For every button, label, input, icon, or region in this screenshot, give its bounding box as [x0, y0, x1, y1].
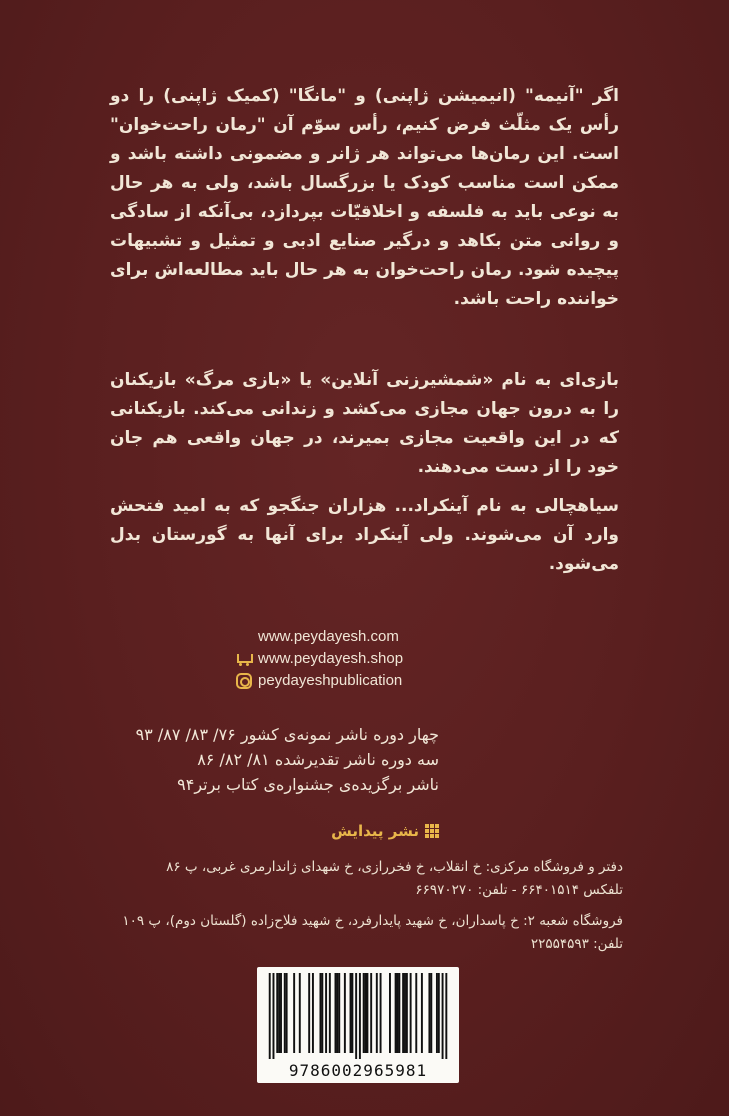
- main-office-address: [166, 856, 623, 902]
- barcode-bar: [445, 973, 447, 1059]
- award-line-3: ناشر برگزیده‌ی جشنواره‌ی کتاب برتر۹۴: [177, 775, 439, 794]
- barcode-bar: [278, 973, 280, 1053]
- branch-line: فروشگاه شعبه ۲: خ پاسداران، خ شهید پایدارفرد، خ شهید فلاح‌زاده (گلستان دوم)، پ ۱۰۹: [122, 913, 623, 929]
- barcode-bar: [299, 973, 301, 1053]
- shop-link-row: [236, 648, 403, 670]
- barcode-number: 9786002965981: [288, 1061, 428, 1080]
- publisher-name: نشر پیدایش: [331, 822, 419, 840]
- barcode-bar: [370, 973, 372, 1053]
- barcode-bar: [442, 973, 444, 1059]
- barcode-bar: [404, 973, 406, 1053]
- barcode-bar: [363, 973, 365, 1053]
- barcode-bar: [284, 973, 286, 1053]
- barcode-bar: [365, 973, 367, 1053]
- barcode-bar: [286, 973, 288, 1053]
- publisher-links: [236, 626, 403, 692]
- synopsis-paragraph-3: سیاهچالی به نام آینکراد... هزاران جنگجو که به امید فتحش وارد آن می‌شوند. ولی آینکراد برای آنها به گورستان بدل می‌شود.: [110, 496, 619, 574]
- barcode-bar: [280, 973, 282, 1053]
- barcode-bar: [350, 973, 352, 1053]
- instagram-link-row: [236, 670, 403, 692]
- barcode-bar: [312, 973, 314, 1053]
- publisher-logo-icon: [425, 824, 439, 838]
- main-office-phone: تلفکس ۶۶۴۰۱۵۱۴ - تلفن: ۶۶۹۷۰۲۷۰: [415, 882, 623, 898]
- barcode-bar: [406, 973, 408, 1053]
- barcode-bar: [359, 973, 361, 1059]
- barcode-bar: [395, 973, 397, 1053]
- synopsis-paragraph-1: اگر "آنیمه" (انیمیشن ژاپنی) و "مانگا" (کمیک ژاپنی) را دو رأس یک مثلّث فرض کنیم، رأس سوّم آن "رمان راحت‌خوان" است. این رمان‌ها می‌تواند هر ژانر و مضمونی داشته باشد و ممکن است مناسب کودک یا بزرگسال باشد، ولی به هر حال به نوعی باید به فلسفه و اخلاقیّات بپردازد، بی‌آنکه از سادگی و روانی متن بکاهد و درگیر صنایع ادبی و تمثیل و تشبیهات پیچیده شود. رمان راحت‌خوان به هر حال باید مطالعه‌اش برای خواننده راحت باشد.: [110, 86, 619, 309]
- barcode-bar: [321, 973, 323, 1053]
- barcode-bar: [338, 973, 340, 1053]
- barcode-bar: [397, 973, 399, 1053]
- barcode-bars: [265, 973, 451, 1059]
- award-line-1: چهار دوره ناشر نمونه‌ی کشور ۷۶/ ۸۳/ ۸۷/ ۹۳: [135, 725, 439, 744]
- barcode-bar: [336, 973, 338, 1053]
- barcode-bar: [351, 973, 353, 1053]
- barcode-bar: [415, 973, 417, 1053]
- barcode-bar: [402, 973, 404, 1053]
- instagram-link[interactable]: peydayeshpublication: [258, 672, 403, 689]
- barcode-bar: [276, 973, 278, 1053]
- barcode-bar: [389, 973, 391, 1053]
- main-office-line: دفتر و فروشگاه مرکزی: خ انقلاب، خ فخررازی، خ شهدای ژاندارمری غربی، پ ۸۶: [166, 859, 623, 875]
- instagram-icon: [236, 673, 252, 689]
- barcode-bar: [335, 973, 337, 1053]
- synopsis-paragraph-2: بازی‌ای به نام «شمشیرزنی آنلاین» یا «بازی مرگ» بازیکنان را به درون جهان مجازی می‌کشد و زندانی می‌کند. بازیکنانی که در این واقعیت مجازی بمیرند، در جهان واقعی هم جان خود را از دست می‌دهند.: [110, 370, 619, 477]
- barcode-bar: [436, 973, 438, 1053]
- publisher-brand: [331, 822, 439, 840]
- barcode-bar: [376, 973, 378, 1053]
- barcode-bar: [410, 973, 412, 1053]
- barcode-bar: [293, 973, 295, 1053]
- barcode-bar: [398, 973, 400, 1053]
- barcode-bar: [380, 973, 382, 1053]
- barcode-bar: [319, 973, 321, 1053]
- barcode-bar: [355, 973, 357, 1059]
- barcode: [257, 967, 459, 1083]
- barcode-bar: [438, 973, 440, 1053]
- barcode-bar: [428, 973, 430, 1053]
- publisher-awards: [136, 722, 439, 797]
- barcode-bar: [344, 973, 346, 1053]
- barcode-bar: [421, 973, 423, 1053]
- website-link[interactable]: www.peydayesh.com: [258, 628, 399, 645]
- barcode-bar: [366, 973, 368, 1053]
- branch-phone: تلفن: ۲۲۵۵۴۵۹۳: [530, 936, 623, 952]
- shop-link[interactable]: www.peydayesh.shop: [258, 650, 404, 667]
- barcode-bar: [430, 973, 432, 1053]
- barcode-bar: [325, 973, 327, 1053]
- branch-address: [122, 910, 623, 956]
- website-link-row: [236, 626, 403, 648]
- barcode-bar: [273, 973, 275, 1059]
- barcode-bar: [269, 973, 271, 1059]
- award-line-2: سه دوره ناشر تقدیرشده ۸۱/ ۸۲/ ۸۶: [197, 750, 439, 769]
- cart-icon: [236, 651, 252, 667]
- barcode-bar: [329, 973, 331, 1053]
- barcode-bar: [308, 973, 310, 1053]
